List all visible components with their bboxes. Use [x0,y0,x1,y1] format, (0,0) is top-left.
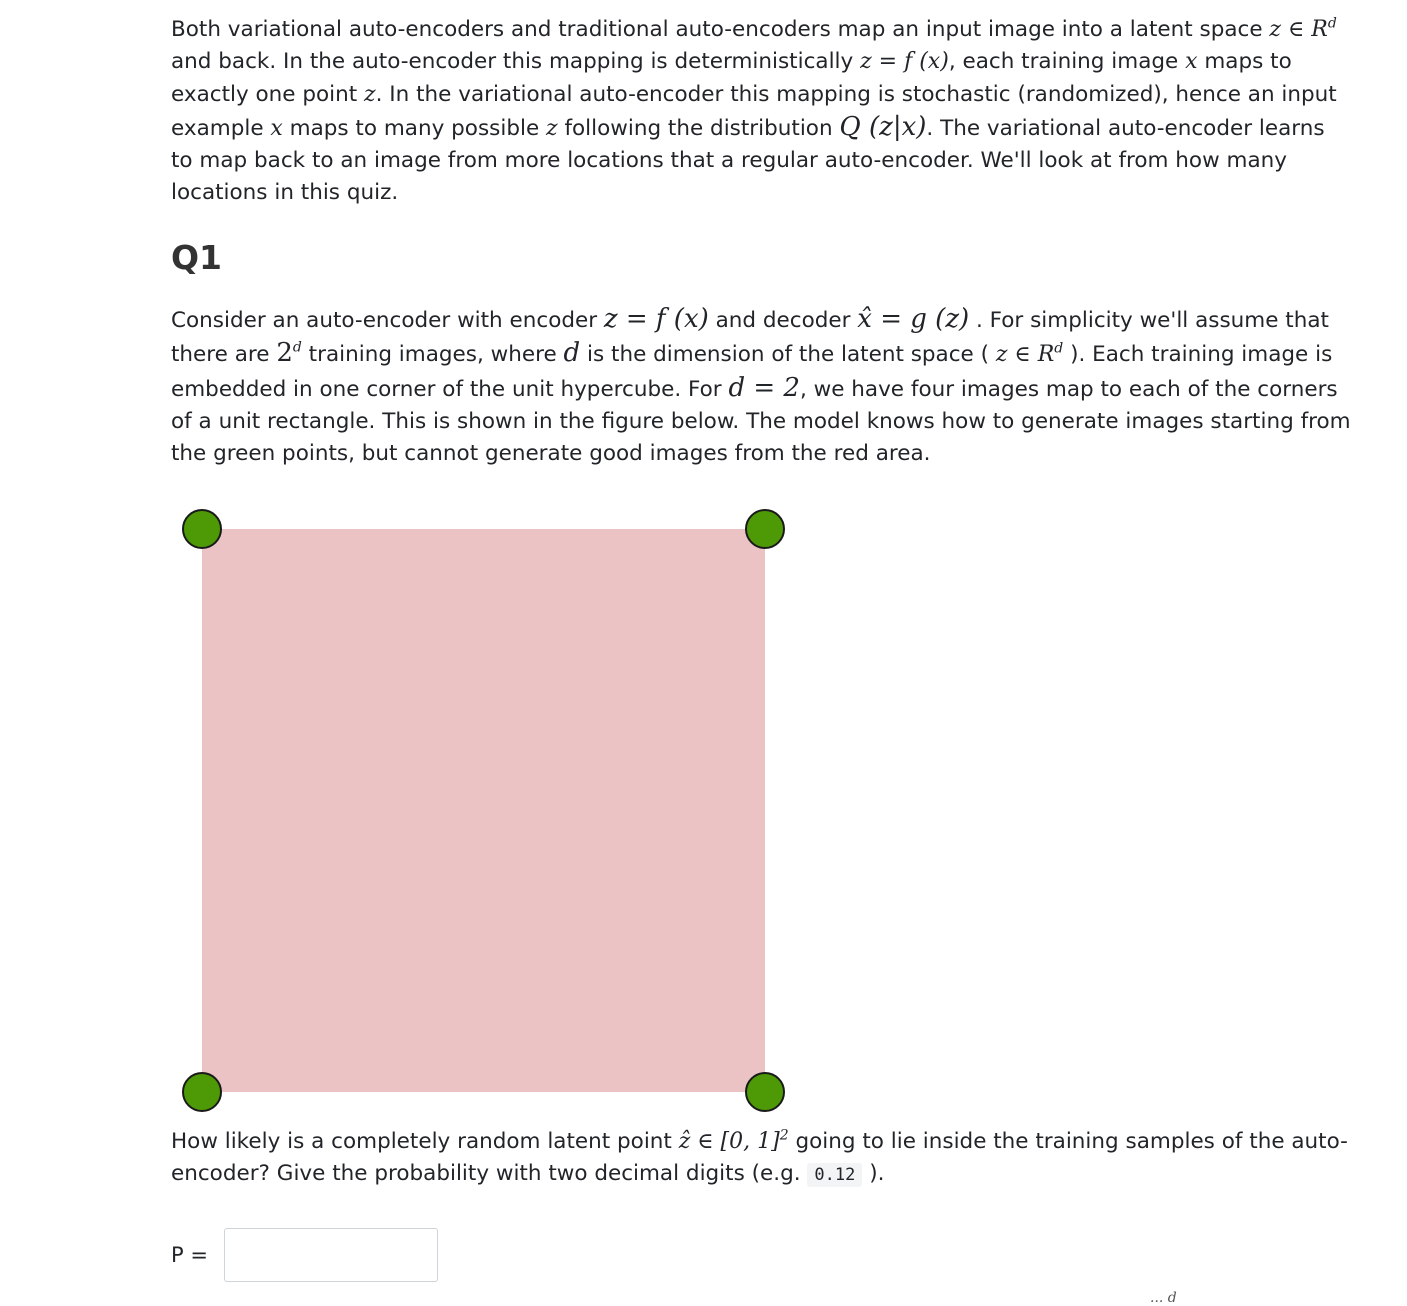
answer-row [171,1228,438,1282]
intro-paragraph: Both variational auto-encoders and traditional auto-encoders map an input image into a latent space z ∈ $R^d$ and back. In the auto-encoder this mapping is deterministically z = f (x), each training image x maps to exactly one point z. In the variational auto-encoder this mapping is stochastic (randomized), hence an input example x maps to many possible z following the distribution Q (z|x). The variational auto-encoder learns to map back to an image from more locations that a regular auto-encoder. We'll look at from how many locations in this quiz. [171,15,1337,206]
unit-square-figure [176,505,796,1117]
question-heading: Q1 [171,238,223,277]
math-distribution: Q (z|x) [839,111,927,142]
probability-input[interactable] [224,1228,438,1282]
training-point [183,1073,221,1111]
intro-section [171,14,1351,210]
training-point [183,510,221,548]
training-point [746,510,784,548]
red-area [202,529,765,1092]
question-description: Consider an auto-encoder with encoder z = f (x) and decoder x̂ = g (z) . For simplicity we'll assume that there are 2$^d$ training images, where d is the dimension of the latent space ( z ∈ $R^d$ ). Each training image is embedded in one corner of the unit hypercube. For d = 2, we have four images map to each of the corners of a unit rectangle. This is shown in the figure below. The model knows how to generate images starting from the green points, but cannot generate good images from the red area. [171,304,1351,467]
cutoff-math: ... d [1150,1290,1177,1306]
math-encoder: z = f (x) [860,49,949,75]
question-prompt: How likely is a completely random latent point ẑ ∈ [0, 1]$^2$ going to lie inside the training samples of the auto-encoder? Give the probability with two decimal digits (e.g. 0.12 ). [171,1127,1348,1187]
training-point [746,1073,784,1111]
answer-label: P = [171,1243,208,1267]
example-value: 0.12 [807,1163,862,1187]
math-latent-space: z ∈ $R^d$ [1269,15,1337,42]
